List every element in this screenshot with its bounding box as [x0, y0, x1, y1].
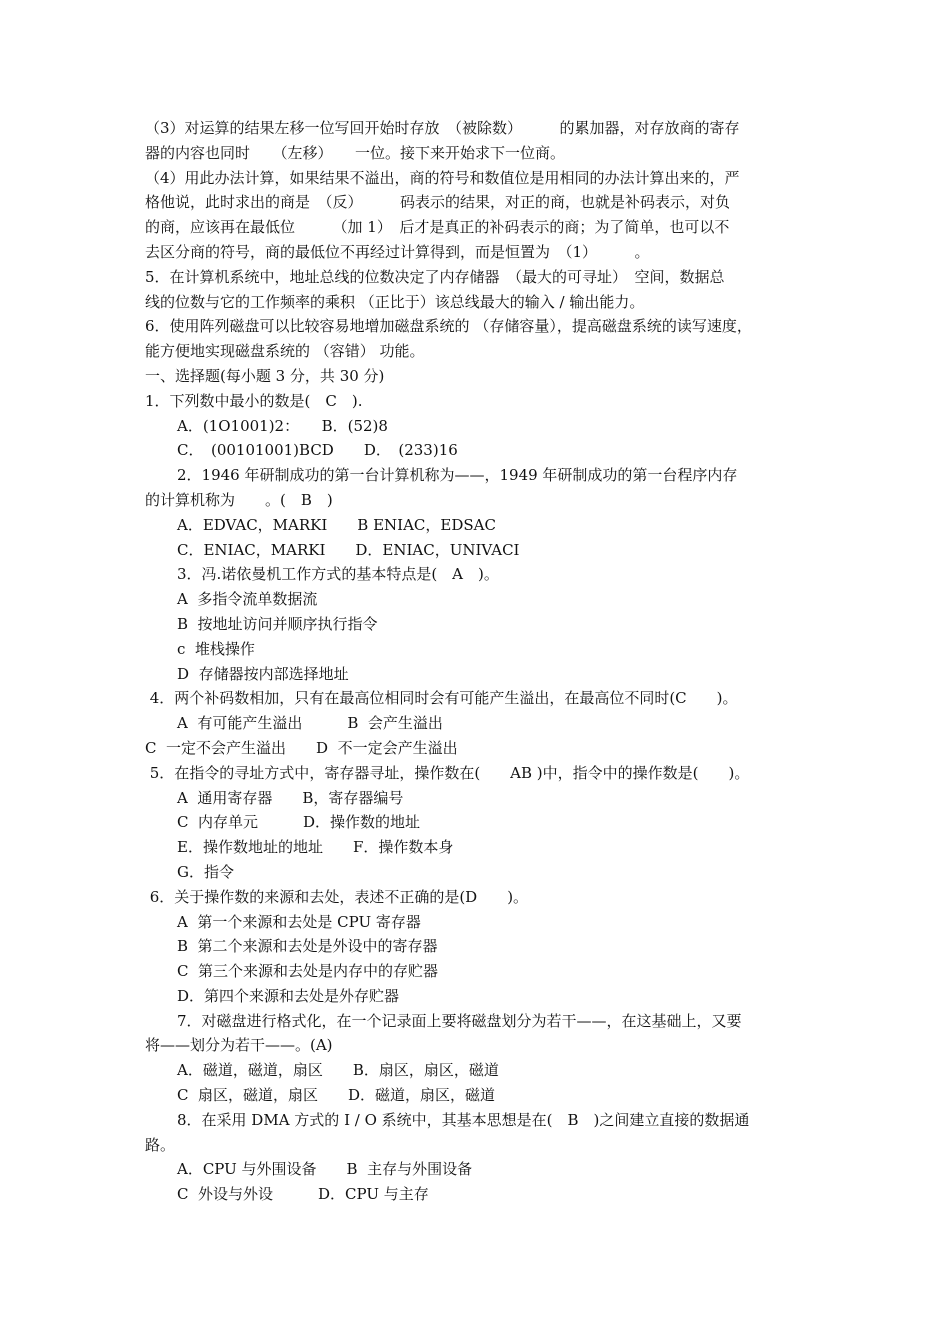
- text-line: 6．关于操作数的来源和去处，表述不正确的是(D )。: [145, 887, 529, 906]
- text-line: A 通用寄存器 B，寄存器编号: [177, 788, 404, 807]
- text-line: E．操作数地址的地址 F．操作数本身: [177, 838, 454, 857]
- text-line: G．指令: [177, 862, 234, 881]
- text-line: A．EDVAC，MARKI B ENIAC，EDSAC: [177, 515, 496, 534]
- text-line: C． (00101001)BCD D． (233)16: [177, 441, 458, 460]
- text-line: 一、选择题(每小题 3 分，共 30 分): [145, 366, 385, 385]
- text-line: 线的位数与它的工作频率的乘积 （正比于）该总线最大的输入 / 输出能力。: [145, 292, 645, 311]
- text-line: B 第二个来源和去处是外设中的寄存器: [177, 937, 438, 956]
- text-line: C 内存单元 D．操作数的地址: [177, 813, 421, 832]
- text-line: c 堆栈操作: [177, 639, 255, 658]
- text-line: A．CPU 与外围设备 B 主存与外围设备: [177, 1160, 473, 1179]
- text-line: 4．两个补码数相加，只有在最高位相同时会有可能产生溢出，在最高位不同时(C )。: [145, 689, 738, 708]
- text-line: 路。: [145, 1135, 176, 1154]
- text-line: A 有可能产生溢出 B 会产生溢出: [177, 714, 443, 733]
- text-line: 1．下列数中最小的数是( C ).: [145, 391, 363, 410]
- text-line: 7．对磁盘进行格式化，在一个记录面上要将磁盘划分为若干——，在这基础上，又要: [177, 1011, 742, 1030]
- text-line: （3）对运算的结果左移一位写回开始时存放 （被除数） 的累加器，对存放商的寄存: [145, 119, 740, 137]
- text-line: C 扇区，磁道，扇区 D．磁道，扇区，磁道: [177, 1086, 496, 1105]
- text-line: A．磁道，磁道，扇区 B．扇区，扇区，磁道: [177, 1061, 499, 1080]
- text-line: 5．在计算机系统中，地址总线的位数决定了内存储器 （最大的可寻址） 空间，数据总: [145, 267, 725, 286]
- document-body: [145, 116, 810, 1207]
- text-line: 2．1946 年研制成功的第一台计算机称为——，1949 年研制成功的第一台程序内存: [177, 466, 738, 485]
- text-line: （4）用此办法计算，如果结果不溢出，商的符号和数值位是用相同的办法计算出来的，严: [145, 168, 740, 187]
- text-line: 能方便地实现磁盘系统的 （容错） 功能。: [145, 342, 425, 361]
- text-line: 去区分商的符号，商的最低位不再经过计算得到，而是恒置为 （1） 。: [145, 242, 650, 261]
- text-line: 将——划分为若干——。(A): [145, 1036, 333, 1055]
- text-line: 8．在采用 DMA 方式的 I / O 系统中，其基本思想是在( B )之间建立直接的数据通: [177, 1110, 750, 1129]
- text-line: 6．使用阵列磁盘可以比较容易地增加磁盘系统的 （存储容量），提高磁盘系统的读写速度，: [145, 317, 752, 336]
- text-line: D 存储器按内部选择地址: [177, 664, 349, 683]
- text-line: 格他说，此时求出的商是 （反） 码表示的结果，对正的商，也就是补码表示，对负: [145, 193, 731, 212]
- text-line: 器的内容也同时 （左移） 一位。接下来开始求下一位商。: [145, 143, 566, 162]
- text-line: 3．冯.诺依曼机工作方式的基本特点是( A )。: [177, 565, 499, 584]
- text-line: A 多指令流单数据流: [177, 590, 318, 609]
- text-line: C．ENIAC，MARKI D．ENIAC，UNIVACI: [177, 540, 520, 559]
- text-line: C 外设与外设 D．CPU 与主存: [177, 1185, 429, 1204]
- text-line: 的商，应该再在最低位 （加 1） 后才是真正的补码表示的商；为了简单，也可以不: [145, 218, 730, 237]
- text-line: 的计算机称为 。( B ): [145, 490, 333, 509]
- text-line: A 第一个来源和去处是 CPU 寄存器: [177, 912, 421, 931]
- text-line: C 一定不会产生溢出 D 不一定会产生溢出: [145, 738, 458, 757]
- text-line: D．第四个来源和去处是外存贮器: [177, 986, 400, 1005]
- text-line: C 第三个来源和去处是内存中的存贮器: [177, 962, 439, 981]
- text-line: A．(1O1001)2： B．(52)8: [177, 416, 388, 435]
- text-line: B 按地址访问并顺序执行指令: [177, 614, 378, 633]
- text-line: 5．在指令的寻址方式中，寄存器寻址，操作数在( AB )中，指令中的操作数是( )。: [145, 763, 750, 782]
